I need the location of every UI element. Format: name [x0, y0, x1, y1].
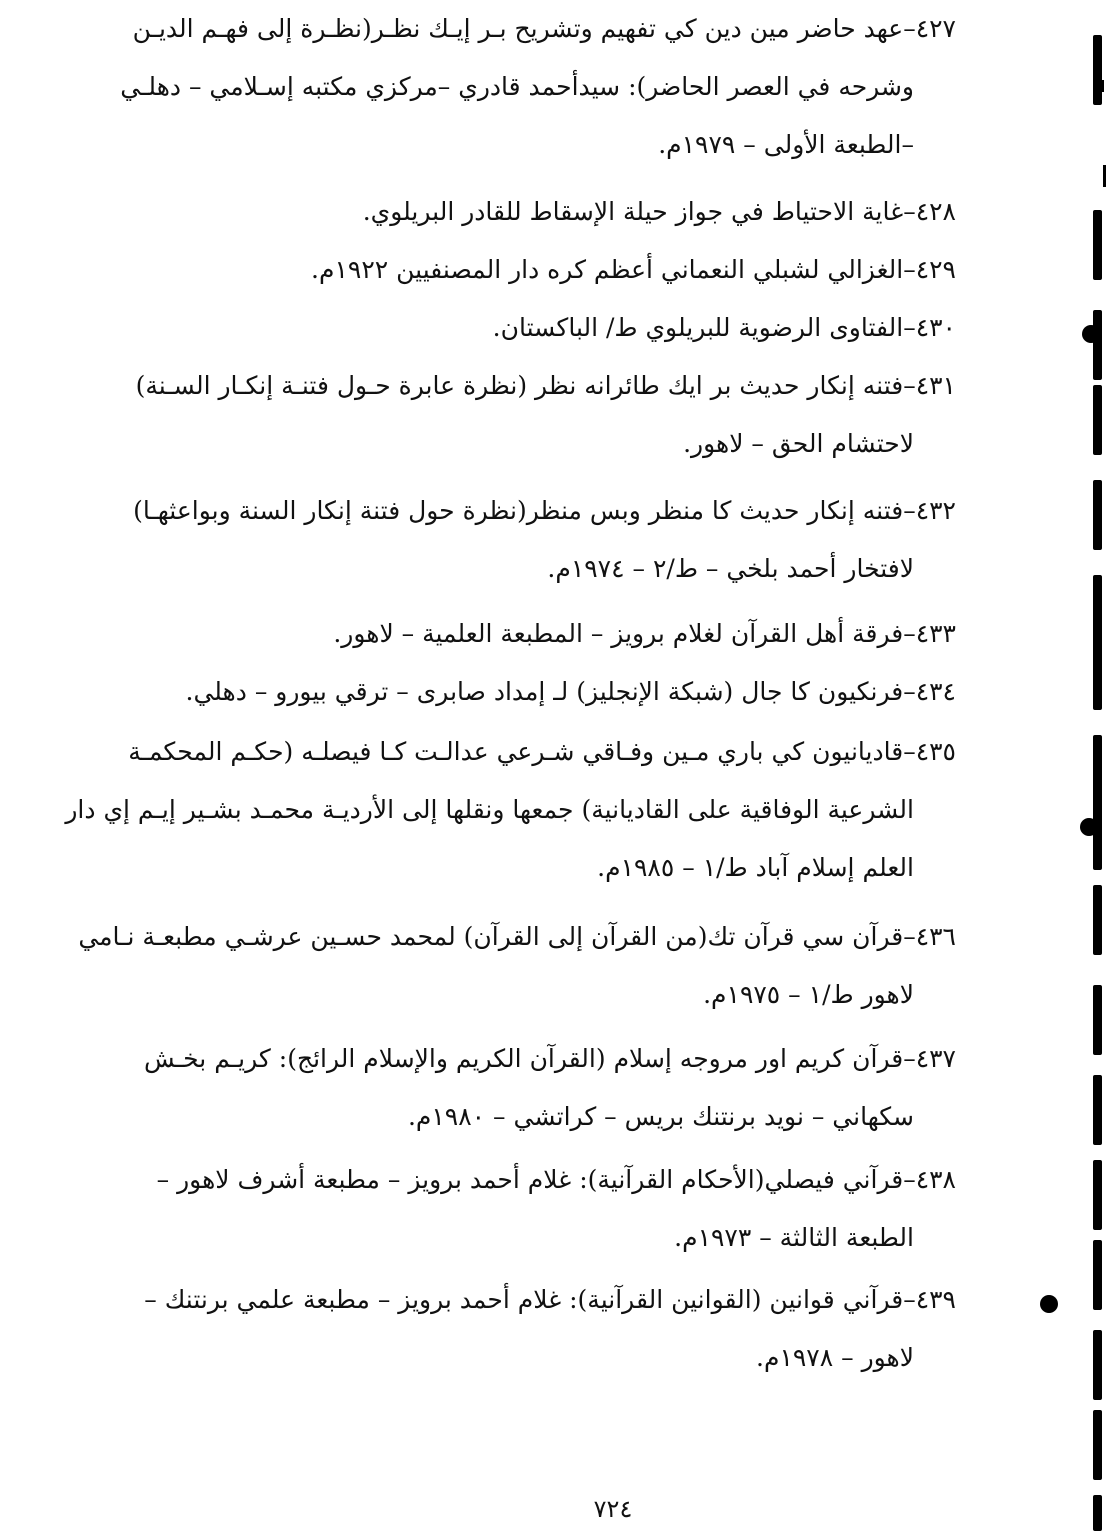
binding-mark	[1093, 575, 1102, 645]
entry-line: الشرعية الوفاقية على القاديانية) جمعها ونقلها إلى الأرديـة محمـد بشـير إيـم إي دار	[65, 795, 914, 824]
bibliography-entry-437	[75, 1030, 956, 1146]
entry-line: لاهور – ١٩٧٨م.	[756, 1343, 914, 1372]
entry-line: ٤٢٩–الغزالي لشبلي النعماني أعظم كره دار المصنفيين ١٩٢٢م.	[311, 255, 956, 284]
entry-line: ٤٣٧–قرآن كريم اور مروجه إسلام (القرآن الكريم والإسلام الرائج): كريـم بخـش	[143, 1044, 956, 1073]
binding-mark	[1093, 1075, 1102, 1145]
entry-line: الطبعة الثالثة – ١٩٧٣م.	[674, 1223, 914, 1252]
entry-line: ٤٣٣–فرقة أهل القرآن لغلام برويز – المطبعة العلمية – لاهور.	[333, 619, 956, 648]
binding-mark	[1093, 210, 1102, 280]
binding-mark	[1093, 800, 1102, 870]
entry-line: ٤٣٨–قرآني فيصلي(الأحكام القرآنية): غلام أحمد برويز – مطبعة أشرف لاهور –	[156, 1165, 956, 1194]
entry-line: لافتخار أحمد بلخي – ط/٢ – ١٩٧٤م.	[547, 554, 914, 583]
binding-mark	[1093, 1240, 1102, 1310]
bibliography-entry-438	[75, 1151, 956, 1267]
bibliography-entry-427	[75, 0, 956, 174]
entry-line: ٤٢٨–غاية الاحتياط في جواز حيلة الإسقاط للقادر البريلوي.	[362, 197, 956, 226]
bibliography-entry-433	[75, 605, 956, 663]
entry-line: –الطبعة الأولى – ١٩٧٩م.	[658, 130, 914, 159]
bibliography-entry-435	[65, 723, 956, 897]
entry-line: ٤٣٩–قرآني قوانين (القوانين القرآنية): غلام أحمد برويز – مطبعة علمي برنتنك –	[144, 1285, 956, 1314]
entry-line: ٤٣٥–قاديانيون كي باري مـين وفـاقي شـرعي عدالـت كـا فيصلـه (حكـم المحكمـة	[128, 737, 956, 766]
binding-dot	[1082, 325, 1100, 343]
page-number: ٧٢٤	[593, 1495, 633, 1523]
binding-mark	[1093, 885, 1102, 955]
entry-line: ٤٣٤–فرنكيون كا جال (شبكة الإنجليز) لـ إمداد صابرى – ترقي بيورو – دهلي.	[185, 677, 956, 706]
entry-line: لاحتشام الحق – لاهور.	[683, 429, 914, 458]
binding-mark	[1093, 35, 1102, 105]
binding-mark	[1093, 985, 1102, 1055]
bibliography-entry-429	[75, 241, 956, 299]
bibliography-entry-428	[75, 183, 956, 241]
binding-mark	[1093, 1410, 1102, 1480]
bibliography-entry-434	[75, 663, 956, 721]
binding-mark	[1093, 1160, 1102, 1230]
binding-mark	[1093, 385, 1102, 455]
bibliography-entry-436	[75, 908, 956, 1024]
entry-line: ٤٣١–فتنه إنكار حديث بر ايك طائرانه نظر (نظرة عابرة حـول فتنـة إنكـار السـنة)	[135, 371, 956, 400]
bibliography-entry-431	[75, 357, 956, 473]
entry-line: العلم إسلام آباد ط/١ – ١٩٨٥م.	[597, 853, 914, 882]
entry-line: ٤٣٦–قرآن سي قرآن تك(من القرآن إلى القرآن) لمحمد حسـين عرشـي مطبعـة نـامي	[78, 922, 956, 951]
binding-mark	[1093, 480, 1102, 550]
binding-mark	[1093, 310, 1102, 380]
entry-line: وشرحه في العصر الحاضر): سيدأحمد قادري –مركزي مكتبه إسـلامي – دهلـي	[120, 72, 914, 101]
entry-line: ٤٣٠–الفتاوى الرضوية للبريلوي ط/ الباكستان.	[492, 313, 956, 342]
binding-mark	[1093, 1495, 1102, 1531]
binding-dot	[1080, 818, 1098, 836]
entry-line: لاهور ط/١ – ١٩٧٥م.	[703, 980, 914, 1009]
entry-line: ٤٣٢–فتنه إنكار حديث كا منظر وبس منظر(نظرة حول فتنة إنكار السنة وبواعثهـا)	[133, 496, 956, 525]
binding-mark	[1093, 640, 1102, 710]
bibliography-entry-430	[75, 299, 956, 357]
binding-mark	[1093, 1330, 1102, 1400]
entry-line: ٤٢٧–عهد حاضر مين دين كي تفهيم وتشريح بـر إيـك نظـر(نظـرة إلى فهـم الديـن	[132, 14, 956, 43]
entry-line: سكهاني – نويد برنتنك بريس – كراتشي – ١٩٨٠م.	[407, 1102, 914, 1131]
bibliography-entry-439	[75, 1271, 956, 1387]
binding-dot	[1040, 1295, 1058, 1313]
binding-tick	[1102, 80, 1104, 92]
binding-mark	[1093, 735, 1102, 805]
bibliography-entry-432	[75, 482, 956, 598]
